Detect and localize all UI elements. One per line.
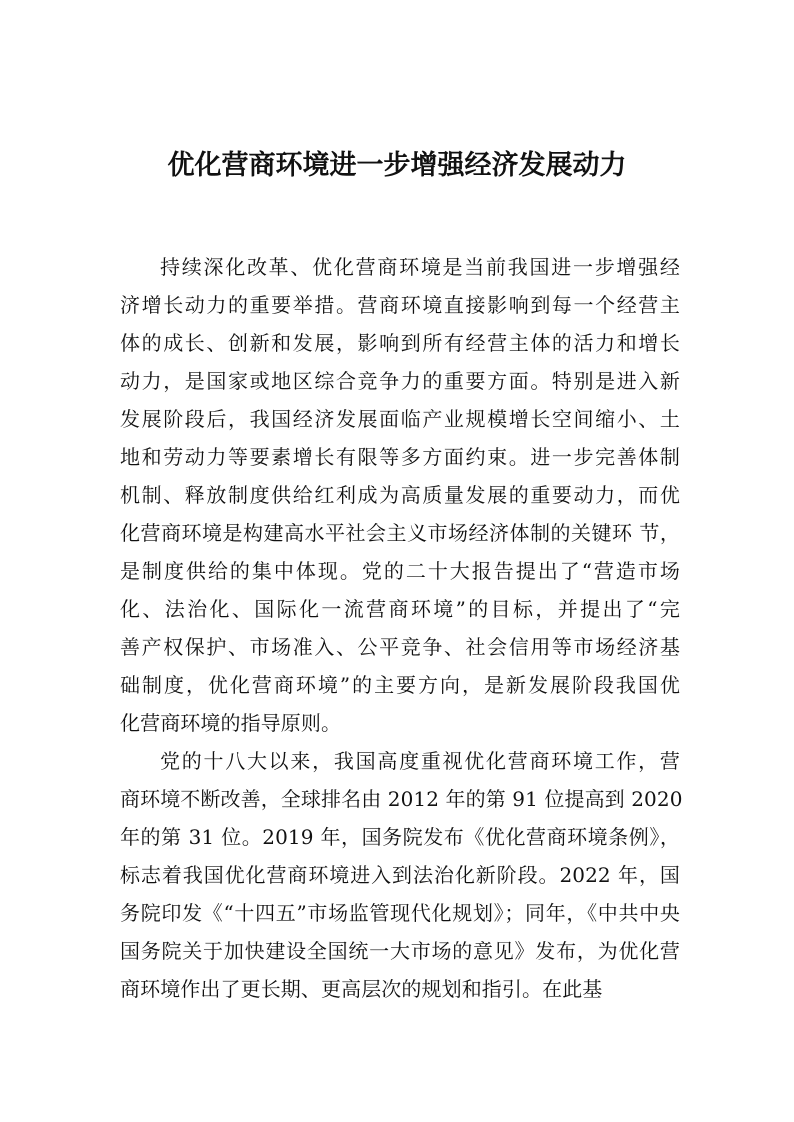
text-line: 济增长动力的重要举措。营商环境直接影响到每一个经营主 — [120, 293, 680, 317]
text-line: 持续深化改革、优化营商环境是当前我国进一步增强经 — [160, 255, 680, 279]
text-line: 化、法治化、国际化一流营商环境”的目标，并提出了“完 — [120, 597, 680, 621]
text-line: 标志着我国优化营商环境进入到法治化新阶段。2022 年，国 — [120, 863, 680, 887]
text-line: 务院印发《“十四五”市场监管现代化规划》；同年，《中共中央 — [120, 901, 680, 925]
text-line: 党的十八大以来，我国高度重视优化营商环境工作，营 — [160, 749, 680, 773]
paragraph-1 — [120, 248, 680, 742]
document-body — [120, 248, 683, 1008]
text-line: 是制度供给的集中体现。党的二十大报告提出了“营造市场 — [120, 559, 680, 583]
text-line: 体的成长、创新和发展，影响到所有经营主体的活力和增长 — [120, 331, 680, 355]
text-line: 动力，是国家或地区综合竞争力的重要方面。特别是进入新 — [120, 369, 680, 393]
paragraph-2 — [120, 742, 683, 1008]
text-line: 商环境作出了更长期、更高层次的规划和指引。在此基 — [120, 977, 603, 1001]
text-line: 地和劳动力等要素增长有限等多方面约束。进一步完善体制 — [120, 445, 680, 469]
text-line: 商环境不断改善，全球排名由 2012 年的第 91 位提高到 2020 — [120, 787, 683, 811]
text-line: 化营商环境是构建高水平社会主义市场经济体制的关键环 节， — [120, 521, 680, 545]
text-line: 机制、释放制度供给红利成为高质量发展的重要动力，而优 — [120, 483, 680, 507]
text-line: 善产权保护、市场准入、公平竞争、社会信用等市场经济基 — [120, 635, 680, 659]
text-line: 国务院关于加快建设全国统一大市场的意见》发布，为优化营 — [120, 939, 680, 963]
text-line: 年的第 31 位。2019 年，国务院发布《优化营商环境条例》， — [120, 825, 680, 849]
text-line: 化营商环境的指导原则。 — [120, 711, 342, 735]
text-line: 础制度，优化营商环境”的主要方向，是新发展阶段我国优 — [120, 673, 680, 697]
document-title: 优化营商环境进一步增强经济发展动力 — [167, 150, 627, 181]
text-line: 发展阶段后，我国经济发展面临产业规模增长空间缩小、土 — [120, 407, 680, 431]
